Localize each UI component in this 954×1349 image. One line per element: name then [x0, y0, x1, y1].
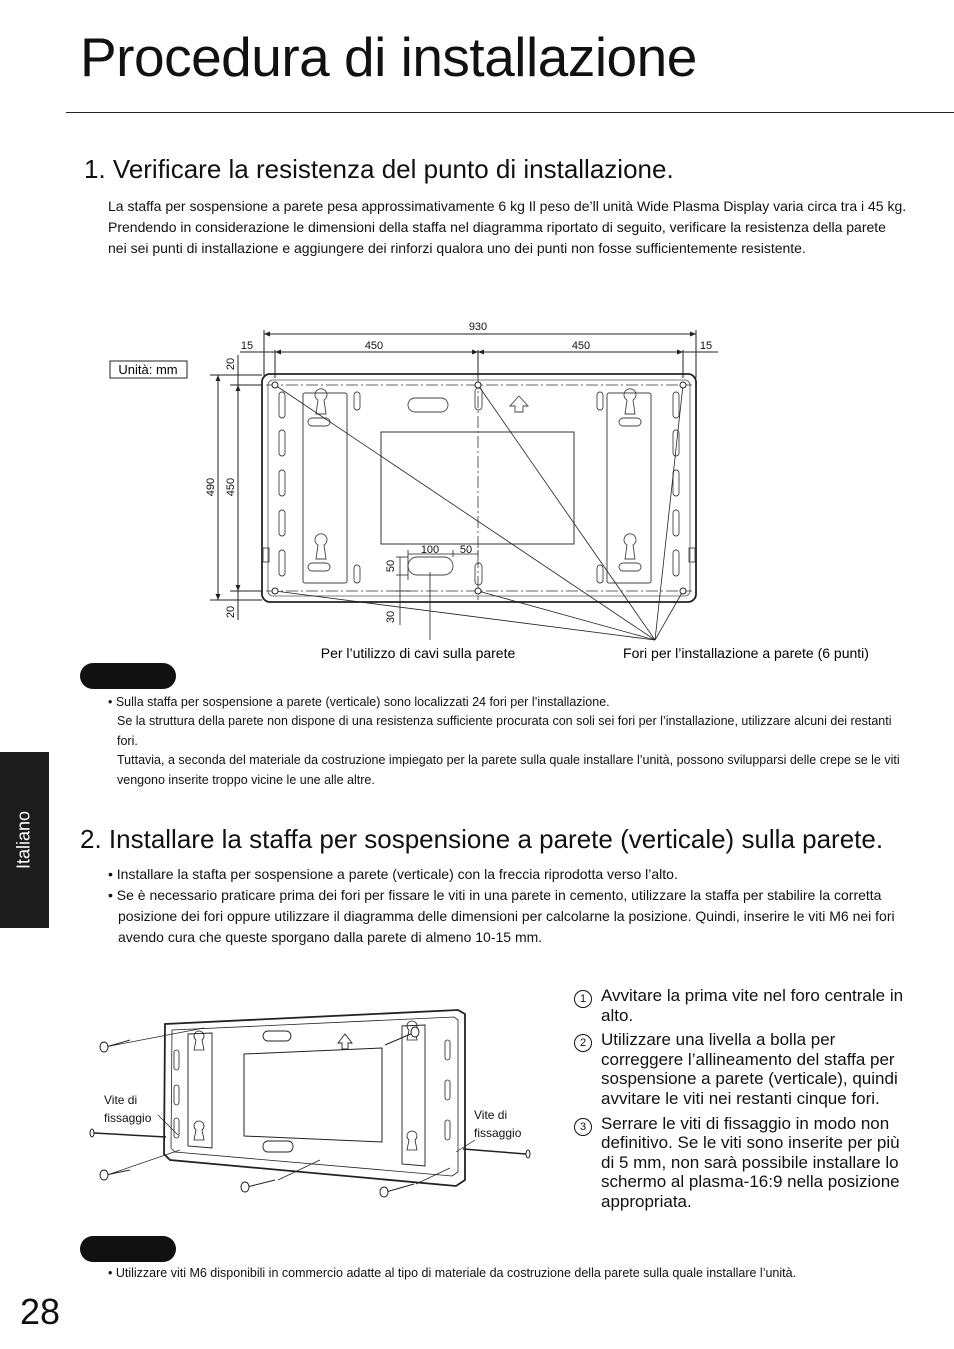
fixing-screw-label-left: Vite di: [104, 1093, 138, 1107]
dim-slot-height: 50: [385, 559, 397, 573]
step-item: [574, 1030, 914, 1108]
step-number: 1: [574, 990, 592, 1008]
dim-slot-bottom: 30: [385, 610, 397, 624]
section2-bullets: [108, 864, 908, 948]
note1-line: Se la struttura della parete non dispone di una resistenza sufficiente procurata con soli sei fori per l’installazione, utilizzare alcuni dei restanti fori.: [117, 714, 892, 748]
cable-label: Per l’utilizzo di cavi sulla parete: [320, 645, 516, 661]
dim-total-height: 490: [205, 477, 217, 497]
step-text: Avvitare la prima vite nel foro centrale in alto.: [601, 986, 904, 1025]
page-title: Procedura di installazione: [80, 26, 697, 88]
dim-left-margin: 15: [240, 340, 254, 352]
unit-label: Unità: mm: [118, 362, 178, 377]
section1-paragraph: La staffa per sospensione a parete pesa approssimativamente 6 kg Il peso de’ll unità Wide Plasma Display varia circa tra i 45 kg. Prendendo in considerazione le dimensioni della staffa nel diagramma riportato di seguito, verificare la resistenza della parete nei sei punti di installazione e aggiungere dei rinforzi qualora uno dei punti non fosse sufficientemente resistente.: [108, 198, 907, 256]
mounting-holes-label: Fori per l’installazione a parete (6 punti): [623, 645, 869, 661]
step-item: [574, 986, 914, 1025]
installation-steps: [574, 986, 914, 1217]
section2-bullet: • Installare la stafta per sospensione a parete (verticale) con la freccia riprodotta verso l’alto.: [108, 866, 678, 882]
note1-line: Tuttavia, a seconda del materiale da costruzione impiegato per la parete sulla quale installare l’unità, possono svilupparsi delle crepe se le viti vengono inserite troppo vicine le une alle altre.: [117, 753, 900, 787]
step-item: [574, 1114, 914, 1212]
dim-bottom: 20: [225, 605, 237, 619]
language-side-tab: [0, 752, 49, 928]
note1-badge: [80, 663, 176, 689]
note1-line: • Sulla staffa per sospensione a parete (verticale) sono localizzati 24 fori per l’installazione.: [108, 695, 610, 709]
step-number: 3: [574, 1118, 592, 1136]
fixing-screw-label-left: fissaggio: [104, 1111, 152, 1125]
section2-bullet: • Se è necessario praticare prima dei fori per fissare le viti in una parete in cemento, utilizzare la staffa per stabilire la corretta posizione dei fori oppure utilizzare il diagramma delle dimensioni per calcolarne la posizione. Quindi, inserire le viti M6 nei fori avendo cura che queste sporgano dalla parete di almeno 10-15 mm.: [108, 887, 895, 945]
dim-slot-offset: 50: [459, 544, 473, 556]
section2-heading: 2. Installare la staffa per sospensione a parete (verticale) sulla parete.: [80, 824, 884, 854]
note2-text: • Utilizzare viti M6 disponibili in commercio adatte al tipo di materiale da costruzione della parete sulla quale installare l’unità.: [108, 1266, 797, 1280]
dim-left-half: 450: [364, 340, 384, 352]
step-number: 2: [574, 1034, 592, 1052]
section1-heading: 1. Verificare la resistenza del punto di installazione.: [84, 154, 674, 184]
dim-top: 20: [225, 357, 237, 371]
dim-right-margin: 15: [699, 340, 713, 352]
step-text: Serrare le viti di fissaggio in modo non definitivo. Se le viti sono inserite per più di 5 mm, non sarà possibile installare lo schermo al plasma-16:9 nella posizione appropriata.: [601, 1113, 900, 1211]
fixing-screw-label-right: fissaggio: [474, 1126, 522, 1140]
bracket-installation-illustration: [80, 1000, 550, 1205]
step-text: Utilizzare una livella a bolla per correggere l’allineamento del staffa per sospensione a parete (verticale), quindi avvitare le viti nei restanti cinque fori.: [601, 1030, 898, 1108]
dim-total-width: 930: [468, 321, 488, 333]
side-tab-label: Italiano: [13, 810, 34, 870]
note1-text: [108, 693, 908, 790]
dim-inner-height: 450: [225, 477, 237, 497]
fixing-screw-label-right: Vite di: [474, 1108, 508, 1122]
note2-badge: [80, 1236, 176, 1262]
page-number: 28: [20, 1291, 61, 1332]
dim-right-half: 450: [571, 340, 591, 352]
dim-slot-width: 100: [420, 544, 440, 556]
